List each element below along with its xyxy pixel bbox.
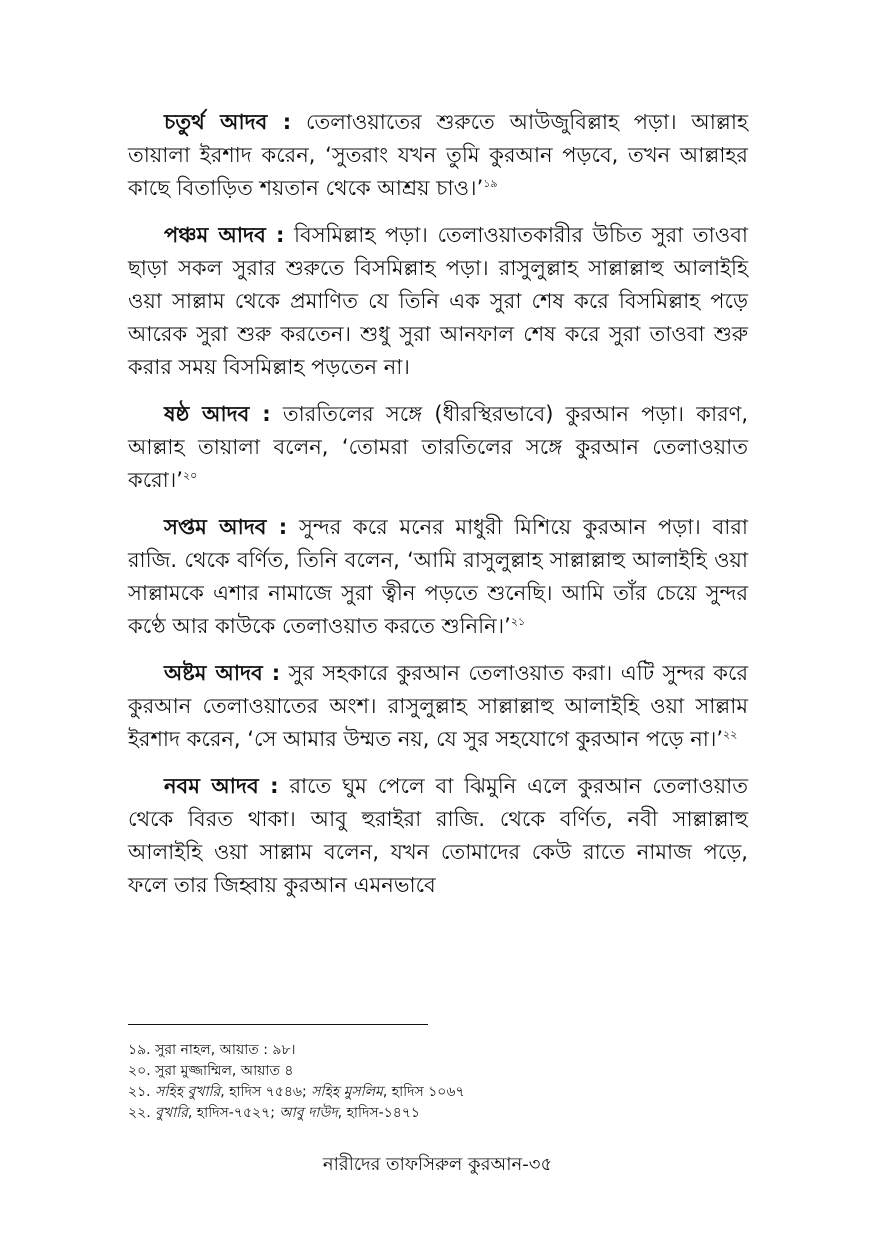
page-body — [128, 106, 748, 916]
footnote-number: ২২. — [128, 1105, 156, 1121]
footnote-text: , হাদিস ১০৬৭ — [382, 1084, 465, 1100]
paragraph-adab-7 — [128, 511, 748, 643]
paragraph-heading: সপ্তম আদব : — [164, 515, 288, 539]
footnote-divider — [128, 1024, 428, 1025]
paragraph-heading: ষষ্ঠ আদব : — [164, 402, 271, 426]
footnote-ref: ২০ — [182, 469, 198, 482]
footnote-number: ২১. — [128, 1084, 156, 1100]
footnote-text: , হাদিস ৭৫৪৬; — [220, 1084, 312, 1100]
paragraph-text: তারতিলের সঙ্গে (ধীরস্থিরভাবে) কুরআন পড়া। কারণ, আল্লাহ তায়ালা বলেন, ‘তোমরা তারতিলের সঙ্গে কুরআন তেলাওয়াত করো।’ — [128, 402, 748, 492]
paragraph-text: বিসমিল্লাহ পড়া। তেলাওয়াতকারীর উচিত সুরা তাওবা ছাড়া সকল সুরার শুরুতে বিসমিল্লাহ পড়া। রাসুলুল্লাহ সাল্লাল্লাহু আলাইহি ওয়া সাল্লাম থেকে প্রমাণিত যে তিনি এক সুরা শেষ করে বিসমিল্লাহ পড়ে আরেক সুরা শুরু করতেন। শুধু সুরা আনফাল শেষ করে সুরা তাওবা শুরু করার সময় বিসমিল্লাহ পড়তেন না। — [128, 223, 748, 379]
footnote-text: , হাদিস-৭৫২৭; — [187, 1105, 280, 1121]
paragraph-adab-6 — [128, 398, 748, 497]
source-title: সহিহ বুখারি — [155, 1084, 221, 1100]
footnote-ref: ১৯ — [483, 177, 498, 190]
paragraph-adab-8 — [128, 657, 748, 756]
footnote-ref: ২২ — [723, 728, 738, 741]
source-title: বুখারি — [155, 1105, 188, 1121]
paragraph-heading: অষ্টম আদব : — [164, 661, 281, 685]
paragraph-heading: নবম আদব : — [164, 774, 279, 798]
footnote-21 — [128, 1082, 748, 1103]
paragraph-text: তেলাওয়াতের শুরুতে আউজুবিল্লাহ পড়া। আল্লাহ তায়ালা ইরশাদ করেন, ‘সুতরাং যখন তুমি কুরআন পড়বে, তখন আল্লাহর কাছে বিতাড়িত শয়তান থেকে আশ্রয় চাও।’ — [128, 110, 748, 200]
paragraph-heading: পঞ্চম আদব : — [164, 223, 285, 247]
footnote-22 — [128, 1103, 748, 1124]
paragraph-text: সুর সহকারে কুরআন তেলাওয়াত করা। এটি সুন্দর করে কুরআন তেলাওয়াতের অংশ। রাসুলুল্লাহ সাল্লাল্লাহু আলাইহি ওয়া সাল্লাম ইরশাদ করেন, ‘সে আমার উম্মত নয়, যে সুর সহযোগে কুরআন পড়ে না।’ — [128, 661, 748, 751]
footnote-ref: ২১ — [510, 615, 526, 628]
footnote-19: ১৯. সুরা নাহল, আয়াত : ৯৮। — [128, 1042, 296, 1058]
paragraph-heading: চতুর্থ আদব : — [164, 110, 292, 134]
footnote-text: , হাদিস-১৪৭১ — [337, 1105, 421, 1121]
page-footer: নারীদের তাফসিরুল কুরআন-৩৫ — [322, 1154, 553, 1175]
footnote-20: ২০. সুরা মুজ্জাম্মিল, আয়াত ৪ — [128, 1063, 294, 1079]
paragraph-adab-9 — [128, 770, 748, 902]
paragraph-adab-5 — [128, 219, 748, 384]
source-title: সহিহ মুসলিম — [311, 1084, 383, 1100]
footnotes — [128, 1040, 748, 1124]
paragraph-text: সুন্দর করে মনের মাধুরী মিশিয়ে কুরআন পড়া। বারা রাজি. থেকে বর্ণিত, তিনি বলেন, ‘আমি রাসুলুল্লাহ সাল্লাল্লাহু আলাইহি ওয়া সাল্লামকে এশার নামাজে সুরা ত্বীন পড়তে শুনেছি। আমি তাঁর চেয়ে সুন্দর কণ্ঠে আর কাউকে তেলাওয়াত করতে শুনিনি।’ — [128, 515, 749, 638]
source-title: আবু দাউদ — [279, 1105, 338, 1121]
paragraph-text: রাতে ঘুম পেলে বা ঝিমুনি এলে কুরআন তেলাওয়াত থেকে বিরত থাকা। আবু হুরাইরা রাজি. থেকে বর্ণিত, নবী সাল্লাল্লাহু আলাইহি ওয়া সাল্লাম বলেন, যখন তোমাদের কেউ রাতে নামাজ পড়ে, ফলে তার জিহ্বায় কুরআন এমনভাবে — [128, 774, 749, 897]
paragraph-adab-4 — [128, 106, 748, 205]
